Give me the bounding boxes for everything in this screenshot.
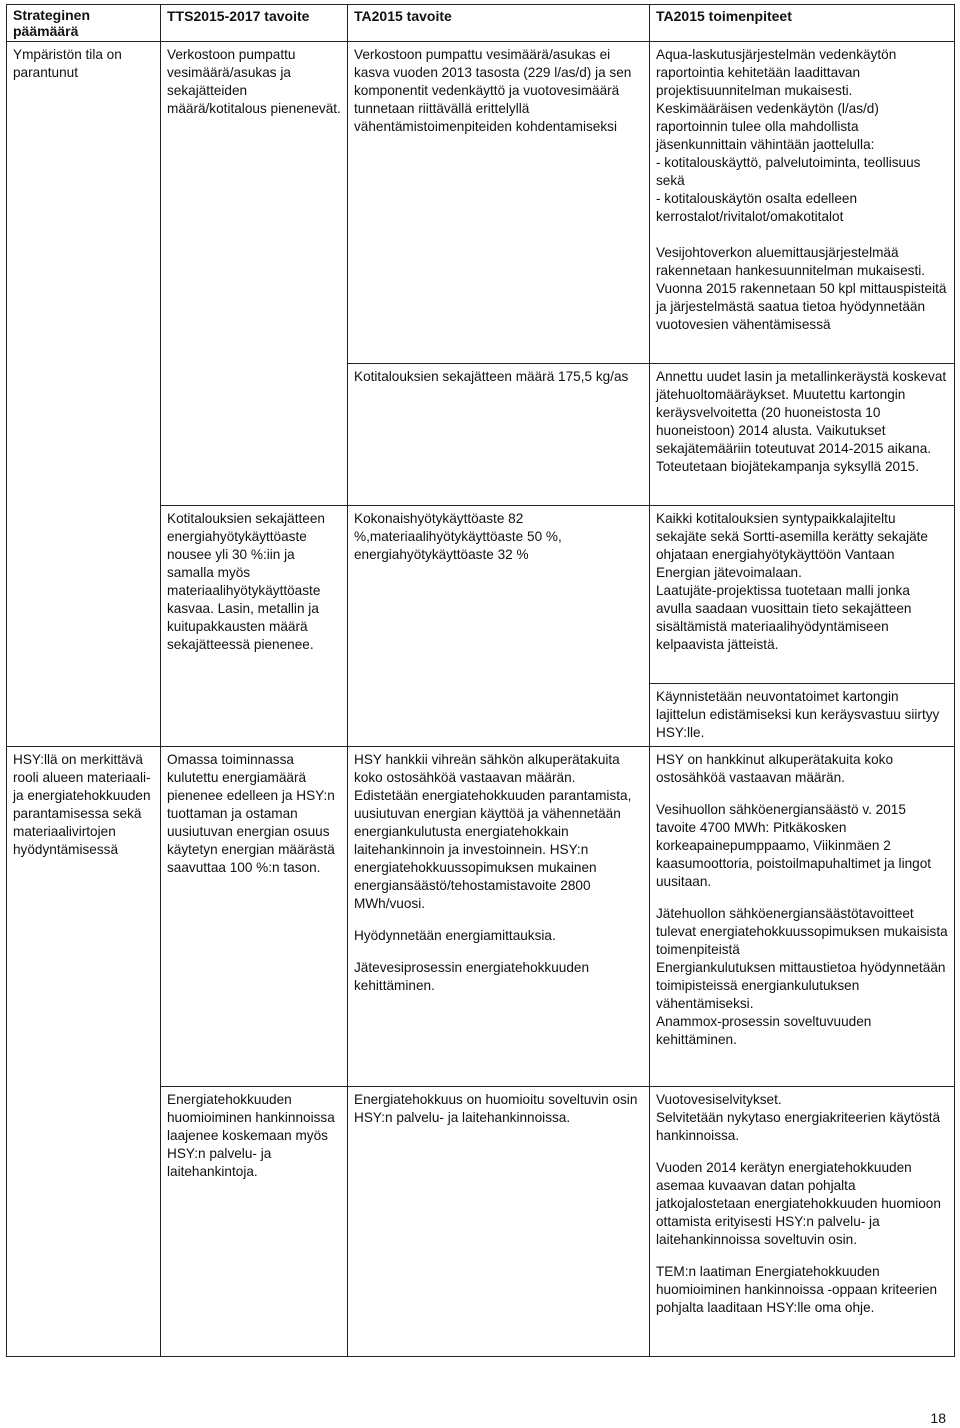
action-text: Käynnistetään neuvontatoimet kartongin lajittelun edistämiseksi kun keräysvastuu siirtyy HSY:lle. — [656, 689, 940, 740]
ta-actions-cell — [650, 1087, 955, 1357]
ta-goal-cell — [348, 1087, 650, 1357]
ta-actions-cell — [650, 506, 955, 684]
action-text: Annettu uudet lasin ja metallinkeräystä koskevat jätehuoltomääräykset. Muutettu kartongin keräysvelvoitetta (20 huoneistosta 10 huoneistoon) 2014 alusta. Vaikutukset sekajätemääriin toteutuvat 2014-2015 aikana. Toteutetaan biojätekampanja syksyllä 2015. — [656, 369, 947, 474]
tts-goal-cell — [161, 42, 348, 506]
ta-actions-cell — [650, 42, 955, 364]
header-row — [7, 5, 955, 42]
ta-goal-text: Hyödynnetään energiamittauksia. — [354, 928, 556, 943]
table-row — [7, 747, 955, 1087]
ta-goal-cell — [348, 506, 650, 747]
strategic-goal-text: Ympäristön tila on parantunut — [13, 47, 122, 80]
action-text: Aqua-laskutusjärjestelmän vedenkäytön raportointia kehitetään laadittavan projektisuunnitelman mukaisesti. Keskimääräisen vedenkäytön (l/as/d) raportoinnin tulee olla mahdollista jäsenkunnittain vähintään jaottelulla: - kotitalouskäyttö, palvelutoiminta, teollisuus sekä - kotitalouskäytön osalta edelleen kerrostalot/rivitalot/omakotitalot — [656, 47, 921, 224]
ta-goal-text: Kotitalouksien sekajätteen määrä 175,5 kg/as — [354, 369, 629, 384]
tts-goal-cell — [161, 747, 348, 1087]
ta-goal-cell — [348, 42, 650, 364]
header-tts-goal: TTS2015-2017 tavoite — [161, 5, 348, 42]
strategic-goal-cell — [7, 42, 161, 747]
tts-goal-cell — [161, 506, 348, 747]
ta-goal-text: Jätevesiprosessin energiatehokkuuden kehittäminen. — [354, 960, 590, 993]
header-ta-actions: TA2015 toimenpiteet — [650, 5, 955, 42]
strategy-table — [6, 4, 955, 1357]
tts-goal-cell — [161, 1087, 348, 1357]
tts-goal-text: Omassa toiminnassa kulutettu energiamäärä pienenee edelleen ja HSY:n tuottaman ja ostaman uusiutuvan energian osuus käytetyn energian määrästä saavuttaa 100 %:n tason. — [167, 752, 335, 875]
strategic-goal-text: HSY:llä on merkittävä rooli alueen materiaali- ja energiatehokkuuden parantamisessa sekä materiaalivirtojen hyödyntämisessä — [13, 752, 151, 857]
action-text: TEM:n laatiman Energiatehokkuuden huomioiminen hankinnoissa -oppaan kriteerien pohjalta laaditaan HSY:lle oma ohje. — [656, 1264, 938, 1315]
tts-goal-text: Energiatehokkuuden huomioiminen hankinnoissa laajenee koskemaan myös HSY:n palvelu- ja laitehankintoja. — [167, 1092, 335, 1179]
header-strategic-goal: Strateginen päämäärä — [7, 5, 161, 42]
table-row — [7, 42, 955, 364]
action-text: Vuoden 2014 kerätyn energiatehokkuuden asemaa kuvaavan datan pohjalta jatkojalostetaan energiatehokkuuden huomioon ottamista erityisesti HSY:n palvelu- ja laitehankinnoissa soveltuvin osin. — [656, 1160, 941, 1247]
ta-actions-cell — [650, 684, 955, 747]
strategic-goal-cell — [7, 747, 161, 1357]
action-text: HSY on hankkinut alkuperätakuita koko ostosähköä vastaavan määrän. — [656, 752, 894, 785]
ta-goal-text: Kokonaishyötykäyttöaste 82 %,materiaalihyötykäyttöaste 50 %, energiahyötykäyttöaste 32 % — [354, 511, 562, 562]
ta-goal-text: HSY hankkii vihreän sähkön alkuperätakuita koko ostosähköä vastaavan määrän. Edistetään energiatehokkuuden parantamista, uusiutuvan energian käyttöä ja vähennetään energiankulutusta energiatehokkain laitehankinnoin ja investoinnein. HSY:n energiatehokkuussopimuksen mukainen energiansäästö/tehostamistavoite 2800 MWh/vuosi. — [354, 752, 632, 911]
action-text: Vuotovesiselvitykset. Selvitetään nykytaso energiakriteerien käytöstä hankinnoissa. — [656, 1092, 941, 1143]
tts-goal-text: Verkostoon pumpattu vesimäärä/asukas ja sekajätteiden määrä/kotitalous pienenevät. — [167, 47, 341, 116]
action-text: Vesihuollon sähköenergiansäästö v. 2015 tavoite 4700 MWh: Pitkäkosken korkeapainepumppaamo, Viikinmäen 2 kaasumoottoria, poistoilmapuhaltimet ja lingot uusitaan. — [656, 802, 932, 889]
header-ta-goal: TA2015 tavoite — [348, 5, 650, 42]
ta-goal-text: Verkostoon pumpattu vesimäärä/asukas ei kasva vuoden 2013 tasosta (229 l/as/d) ja sen komponentit vedenkäyttö ja vuotovesimäärä tunnetaan riittävällä erittelyllä vähentämistoimenpiteiden kohdentamiseksi — [354, 47, 632, 134]
page-number: 18 — [930, 1410, 946, 1426]
ta-actions-cell — [650, 364, 955, 506]
ta-goal-cell — [348, 747, 650, 1087]
ta-goal-text: Energiatehokkuus on huomioitu soveltuvin osin HSY:n palvelu- ja laitehankinnoissa. — [354, 1092, 638, 1125]
action-text: Kaikki kotitalouksien syntypaikkalajiteltu sekajäte sekä Sortti-asemilla kerätty sekajäte ohjataan energiahyötykäyttöön Vantaan Energian jätevoimalaan. Laatujäte-projektissa tuotetaan malli jonka avulla saadaan vuosittain tieto sekajätteen sisältämistä materiaalihyödyntämiseen kelpaavista jätteistä. — [656, 511, 928, 652]
ta-goal-cell — [348, 364, 650, 506]
action-text: Vesijohtoverkon aluemittausjärjestelmää rakennetaan hankesuunnitelman mukaisesti. Vuonna 2015 rakennetaan 50 kpl mittauspisteitä ja järjestelmästä saatua tietoa hyödynnetään vuotovesien vähentämisessä — [656, 245, 947, 332]
tts-goal-text: Kotitalouksien sekajätteen energiahyötykäyttöaste nousee yli 30 %:iin ja samalla myös materiaalihyötykäyttöaste kasvaa. Lasin, metallin ja kuitupakkausten määrä sekajätteessä pienenee. — [167, 511, 325, 652]
action-text: Jätehuollon sähköenergiansäästötavoitteet tulevat energiatehokkuussopimuksen mukaisista toimenpiteistä Energiankulutuksen mittaustietoa hyödynnetään toimipisteissä energiankulutuksen vähentämiseksi. Anammox-prosessin soveltuvuuden kehittäminen. — [656, 906, 948, 1047]
ta-actions-cell — [650, 747, 955, 1087]
